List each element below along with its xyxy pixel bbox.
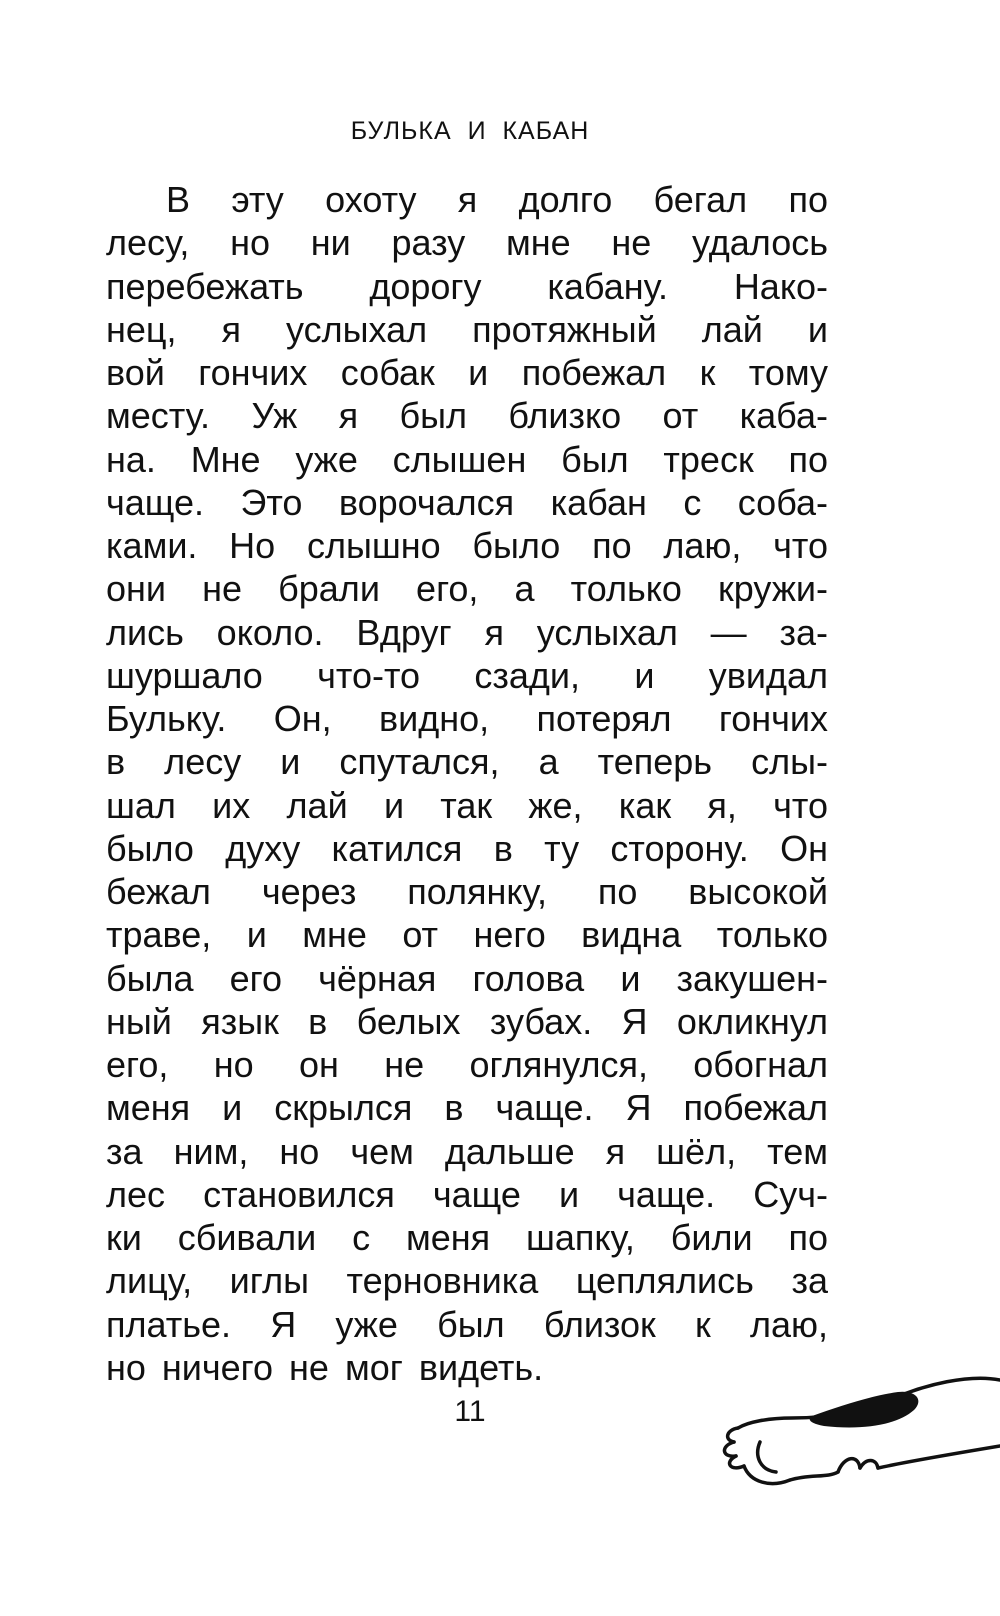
- text-line: чаще. Это ворочался кабан с соба-: [106, 481, 828, 523]
- text-line: нец, я услыхал протяжный лай и: [106, 308, 828, 350]
- text-line: лесу, но ни разу мне не удалось: [106, 222, 828, 264]
- text-line: меня и скрылся в чаще. Я побежал: [106, 1087, 828, 1129]
- text-line: В эту охоту я долго бегал по: [166, 179, 828, 220]
- text-line: перебежать дорогу кабану. Нако-: [106, 265, 828, 307]
- text-line: лись около. Вдруг я услыхал — за-: [106, 611, 828, 653]
- text-line: ки сбивали с меня шапку, били по: [106, 1217, 828, 1258]
- text-line: на. Мне уже слышен был треск по: [106, 438, 828, 480]
- text-line: платье. Я уже был близок к лаю,: [106, 1303, 828, 1345]
- text-line: шуршало что-то сзади, и увидал: [106, 654, 828, 696]
- text-line: за ним, но чем дальше я шёл, тем: [106, 1130, 828, 1172]
- text-line: была его чёрная голова и закушен-: [106, 957, 828, 999]
- text-line: лицу, иглы терновника цеплялись за: [106, 1260, 828, 1302]
- page-number: 11: [454, 1395, 486, 1428]
- text-line: было духу катился в ту сторону. Он: [106, 827, 828, 869]
- text-line: лес становился чаще и чаще. Суч-: [106, 1173, 828, 1215]
- text-line: шал их лай и так же, как я, что: [106, 784, 828, 826]
- text-line: месту. Уж я был близко от каба-: [106, 395, 828, 437]
- text-line: ный язык в белых зубах. Я окликнул: [106, 1000, 828, 1042]
- text-line: они не брали его, а только кружи-: [106, 568, 828, 610]
- running-head: БУЛЬКА И КАБАН: [350, 117, 590, 145]
- text-line: бежал через полянку, по высокой: [106, 871, 828, 912]
- text-line: его, но он не оглянулся, обогнал: [106, 1044, 828, 1085]
- text-line: в лесу и спутался, а теперь слы-: [106, 741, 828, 783]
- text-line: траве, и мне от него видна только: [106, 914, 828, 956]
- text-line: вой гончих собак и побежал к тому: [106, 352, 828, 393]
- body-text: [106, 178, 828, 1389]
- dog-paw-illustration-icon: [720, 1370, 1000, 1510]
- text-line: Бульку. Он, видно, потерял гончих: [106, 698, 828, 739]
- text-line: но ничего не мог видеть.: [106, 1346, 544, 1388]
- text-line: ками. Но слышно было по лаю, что: [106, 525, 828, 566]
